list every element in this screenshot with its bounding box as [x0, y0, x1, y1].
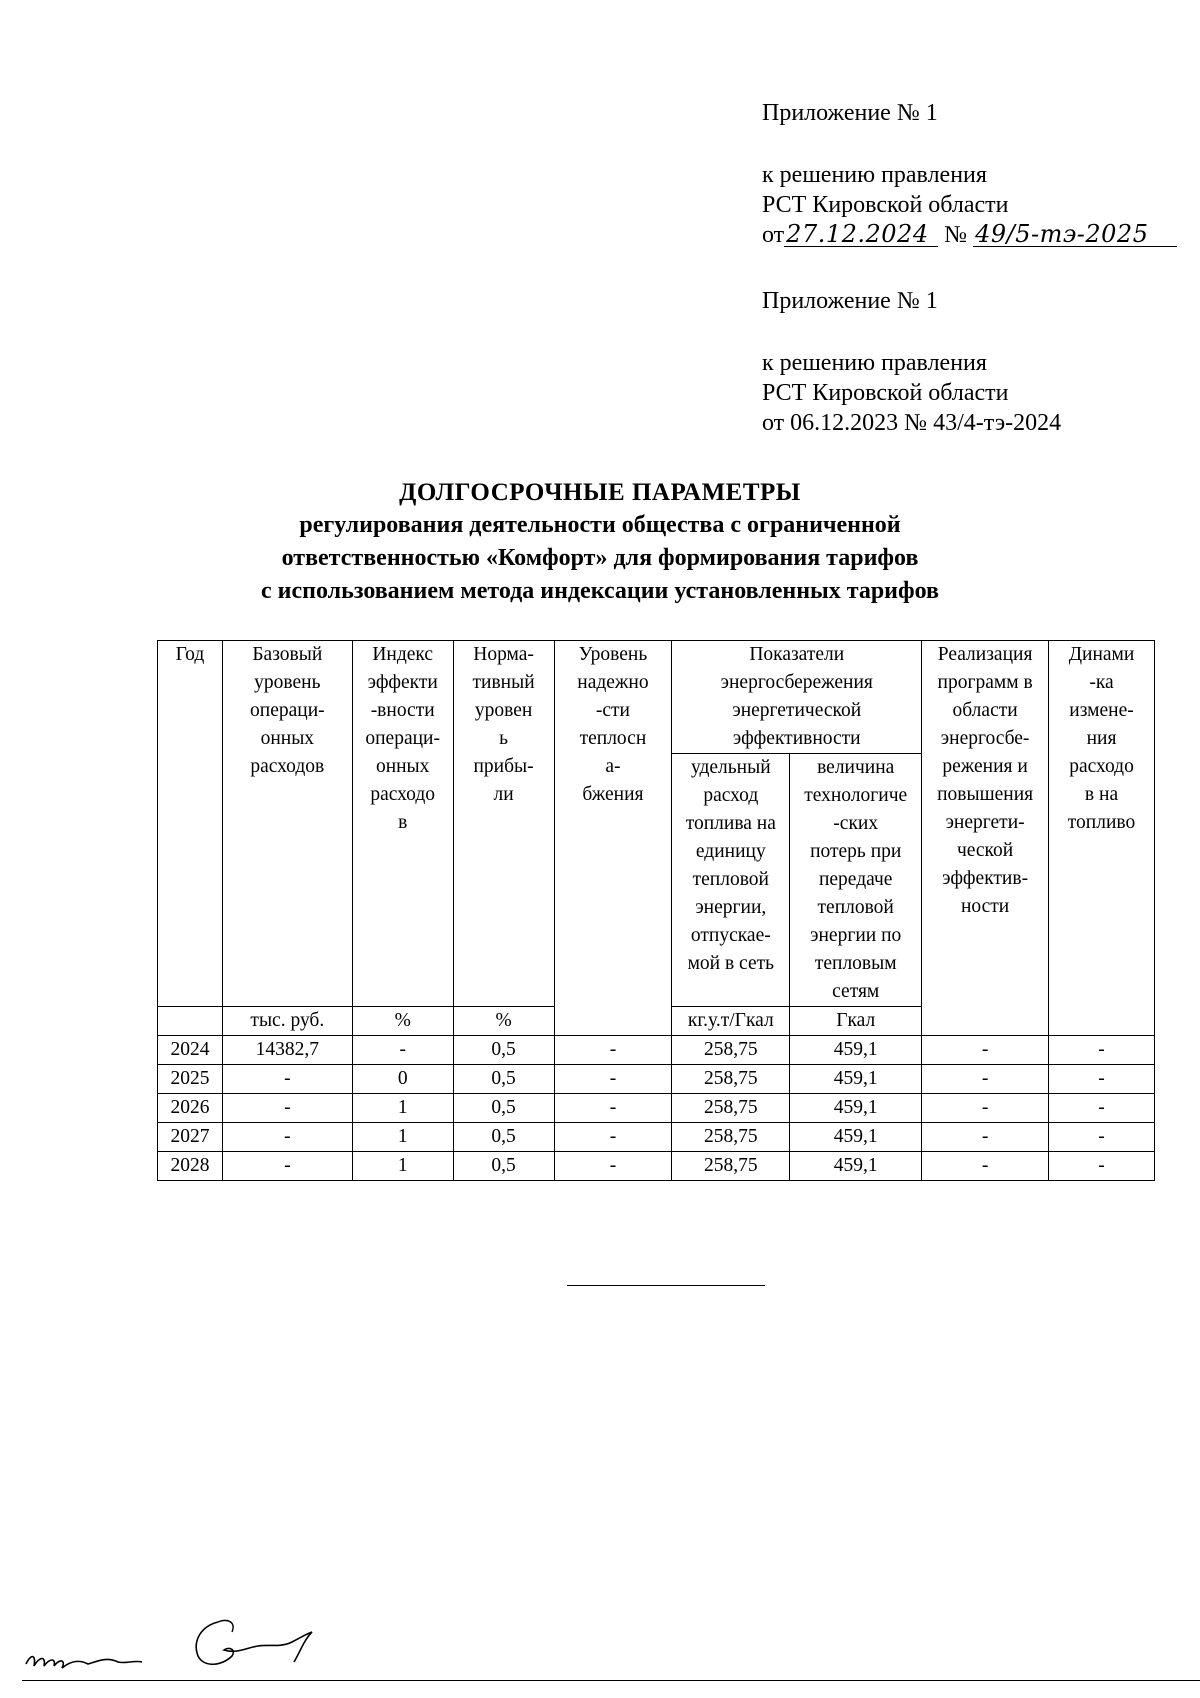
header-fuel-dynamics: Динами -ка измене- ния расходо в на топливо [1049, 641, 1155, 1036]
closing-line [567, 1285, 765, 1286]
cell-normative-profit: 0,5 [453, 1094, 554, 1123]
title-line-1: ДОЛГОСРОЧНЫЕ ПАРАМЕТРЫ [399, 479, 801, 506]
appendix-previous [762, 286, 1061, 438]
cell-fuel-consumption: 258,75 [672, 1036, 790, 1065]
cell-year: 2026 [158, 1094, 223, 1123]
cell-fuel-dynamics: - [1049, 1036, 1155, 1065]
header-reliability: Уровень надежно -сти теплосн а- бжения [554, 641, 672, 1036]
cell-fuel-dynamics: - [1049, 1123, 1155, 1152]
cell-efficiency-index: 1 [352, 1094, 453, 1123]
cell-efficiency-index: 0 [352, 1065, 453, 1094]
header-losses: величина технологиче -ских потерь при передаче тепловой энергии по тепловым сетям [790, 754, 922, 1007]
number-prefix: № [944, 222, 968, 248]
cell-base-costs: - [222, 1094, 352, 1123]
unit-year [158, 1007, 223, 1036]
cell-losses: 459,1 [790, 1065, 922, 1094]
cell-efficiency-index: - [352, 1036, 453, 1065]
appendix-line-3: от 06.12.2023 № 43/4-тэ-2024 [762, 410, 1062, 436]
cell-fuel-consumption: 258,75 [672, 1123, 790, 1152]
header-programs: Реализация программ в области энергосбе- режения и повышения энергети- ческой эффектив- ности [922, 641, 1049, 1036]
title-line-4: с использованием метода индексации установленных тарифов [261, 578, 939, 604]
table-row [158, 1152, 1155, 1181]
parameters-table [157, 640, 1155, 1181]
unit-base-costs: тыс. руб. [222, 1007, 352, 1036]
cell-fuel-dynamics: - [1049, 1065, 1155, 1094]
table-row [158, 1123, 1155, 1152]
header-energy-saving-group: Показатели энергосбережения энергетической эффективности [672, 641, 922, 754]
table-row [158, 1065, 1155, 1094]
cell-reliability: - [554, 1036, 672, 1065]
cell-reliability: - [554, 1123, 672, 1152]
cell-programs: - [922, 1123, 1049, 1152]
cell-year: 2024 [158, 1036, 223, 1065]
unit-fuel-consumption: кг.у.т/Гкал [672, 1007, 790, 1036]
cell-base-costs: - [222, 1123, 352, 1152]
cell-losses: 459,1 [790, 1152, 922, 1181]
cell-normative-profit: 0,5 [453, 1123, 554, 1152]
unit-losses: Гкал [790, 1007, 922, 1036]
appendix-title: Приложение № 1 [762, 288, 938, 314]
cell-fuel-dynamics: - [1049, 1094, 1155, 1123]
unit-efficiency-index: % [352, 1007, 453, 1036]
header-year: Год [158, 641, 223, 1007]
appendix-line-1: к решению правления [762, 162, 987, 188]
cell-efficiency-index: 1 [352, 1123, 453, 1152]
cell-reliability: - [554, 1152, 672, 1181]
cell-programs: - [922, 1036, 1049, 1065]
cell-fuel-consumption: 258,75 [672, 1152, 790, 1181]
table-row [158, 1094, 1155, 1123]
header-row-1 [158, 641, 1155, 754]
date-prefix: от [762, 222, 785, 248]
cell-year: 2027 [158, 1123, 223, 1152]
cell-base-costs: - [222, 1065, 352, 1094]
handwritten-number: 49/5-тэ-2025 [973, 222, 1177, 247]
header-efficiency-index: Индекс эффекти -вности операци- онных расходо в [352, 641, 453, 1007]
cell-reliability: - [554, 1094, 672, 1123]
cell-losses: 459,1 [790, 1123, 922, 1152]
appendix-current [762, 98, 1177, 250]
cell-fuel-consumption: 258,75 [672, 1094, 790, 1123]
cell-normative-profit: 0,5 [453, 1036, 554, 1065]
appendix-date-line [762, 220, 1177, 250]
cell-base-costs: 14382,7 [222, 1036, 352, 1065]
appendix-title: Приложение № 1 [762, 100, 938, 126]
cell-year: 2025 [158, 1065, 223, 1094]
handwritten-signature [22, 1612, 342, 1682]
handwritten-date: 27.12.2024 [784, 222, 938, 247]
header-normative-profit: Норма- тивный уровен ь прибы- ли [453, 641, 554, 1007]
title-line-2: регулирования деятельности общества с ограниченной [299, 512, 901, 538]
title-line-3: ответственностью «Комфорт» для формирования тарифов [281, 545, 919, 571]
cell-losses: 459,1 [790, 1036, 922, 1065]
document-title [0, 476, 1200, 608]
cell-base-costs: - [222, 1152, 352, 1181]
appendix-line-1: к решению правления [762, 350, 987, 376]
cell-programs: - [922, 1152, 1049, 1181]
unit-normative-profit: % [453, 1007, 554, 1036]
header-fuel-consumption: удельный расход топлива на единицу тепловой энергии, отпускае- мой в сеть [672, 754, 790, 1007]
cell-fuel-dynamics: - [1049, 1152, 1155, 1181]
cell-fuel-consumption: 258,75 [672, 1065, 790, 1094]
cell-reliability: - [554, 1065, 672, 1094]
cell-efficiency-index: 1 [352, 1152, 453, 1181]
cell-programs: - [922, 1065, 1049, 1094]
appendix-line-2: РСТ Кировской области [762, 380, 1009, 406]
appendix-line-2: РСТ Кировской области [762, 192, 1009, 218]
cell-normative-profit: 0,5 [453, 1152, 554, 1181]
cell-losses: 459,1 [790, 1094, 922, 1123]
cell-programs: - [922, 1094, 1049, 1123]
cell-year: 2028 [158, 1152, 223, 1181]
table-row [158, 1036, 1155, 1065]
bottom-rule [22, 1680, 1200, 1681]
cell-normative-profit: 0,5 [453, 1065, 554, 1094]
header-base-costs: Базовый уровень операци- онных расходов [222, 641, 352, 1007]
